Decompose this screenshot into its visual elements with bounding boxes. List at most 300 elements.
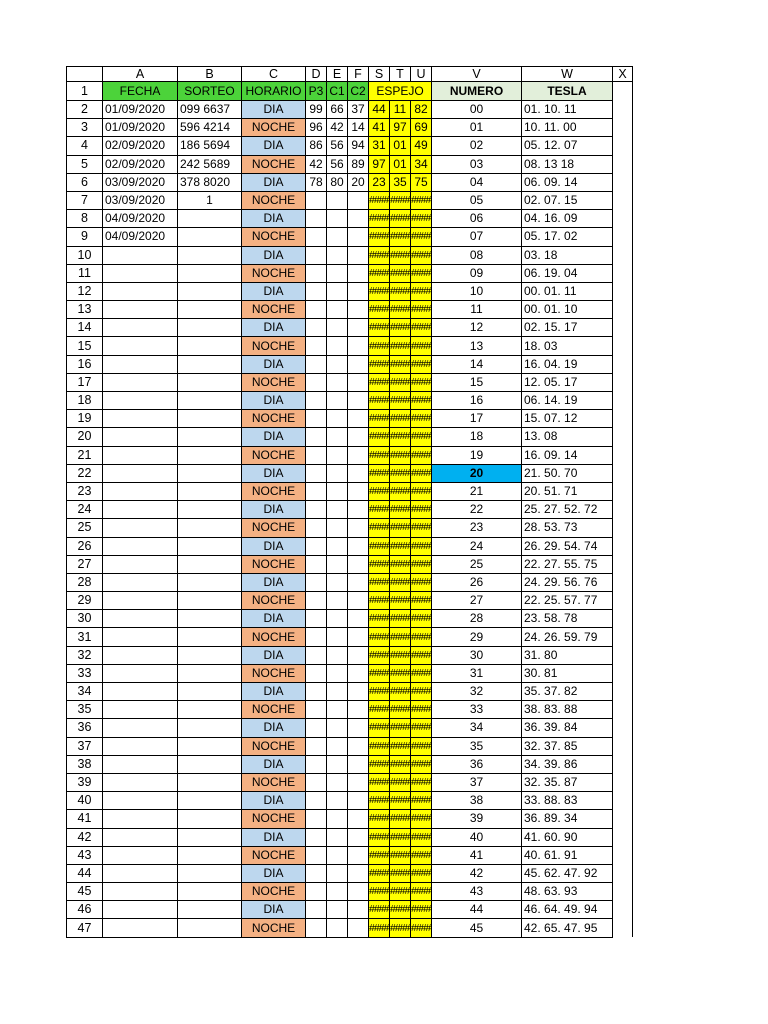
cell-p3[interactable] (306, 810, 327, 828)
cell-c1[interactable] (327, 392, 348, 410)
cell-espejo-s[interactable]: #### (369, 301, 390, 319)
cell-sorteo[interactable] (178, 792, 242, 810)
cell-sorteo[interactable]: 378 8020 (178, 173, 242, 191)
cell-p3[interactable] (306, 901, 327, 919)
cell-espejo-u[interactable]: #### (411, 482, 432, 500)
cell-espejo-t[interactable]: #### (390, 246, 411, 264)
column-header-e[interactable]: E (327, 67, 348, 82)
cell-espejo-t[interactable]: #### (390, 537, 411, 555)
cell-espejo-s[interactable]: #### (369, 228, 390, 246)
row-number[interactable]: 41 (67, 810, 103, 828)
cell-c1[interactable] (327, 410, 348, 428)
cell-espejo-u[interactable]: #### (411, 373, 432, 391)
cell-espejo-u[interactable]: #### (411, 446, 432, 464)
cell-numero[interactable]: 42 (432, 864, 522, 882)
row-number[interactable]: 7 (67, 191, 103, 209)
cell-tesla[interactable]: 45. 62. 47. 92 (522, 864, 613, 882)
cell-c2[interactable] (348, 664, 369, 682)
cell-p3[interactable] (306, 501, 327, 519)
cell-sorteo[interactable]: 242 5689 (178, 155, 242, 173)
cell-numero[interactable]: 33 (432, 701, 522, 719)
cell-espejo-u[interactable]: #### (411, 683, 432, 701)
cell-espejo-s[interactable]: #### (369, 446, 390, 464)
cell-horario[interactable]: NOCHE (242, 301, 306, 319)
cell-c1[interactable] (327, 810, 348, 828)
column-header-t[interactable]: T (390, 67, 411, 82)
cell-espejo-u[interactable]: #### (411, 646, 432, 664)
cell-tesla[interactable]: 06. 19. 04 (522, 264, 613, 282)
cell-tesla[interactable]: 41. 60. 90 (522, 828, 613, 846)
cell-c2[interactable] (348, 592, 369, 610)
cell-p3[interactable] (306, 228, 327, 246)
cell-x[interactable] (613, 119, 633, 137)
cell-c2[interactable] (348, 810, 369, 828)
cell-c2[interactable] (348, 482, 369, 500)
row-number[interactable]: 9 (67, 228, 103, 246)
cell-c2[interactable] (348, 446, 369, 464)
cell-espejo-u[interactable]: #### (411, 792, 432, 810)
cell-p3[interactable] (306, 301, 327, 319)
cell-sorteo[interactable] (178, 537, 242, 555)
cell-fecha[interactable] (103, 901, 178, 919)
cell-tesla[interactable]: 48. 63. 93 (522, 883, 613, 901)
cell-x[interactable] (613, 901, 633, 919)
cell-espejo-t[interactable]: #### (390, 792, 411, 810)
row-number[interactable]: 44 (67, 864, 103, 882)
cell-p3[interactable] (306, 446, 327, 464)
cell-c2[interactable] (348, 282, 369, 300)
cell-fecha[interactable] (103, 610, 178, 628)
cell-tesla[interactable]: 33. 88. 83 (522, 792, 613, 810)
cell-espejo-t[interactable]: #### (390, 301, 411, 319)
cell-sorteo[interactable] (178, 810, 242, 828)
cell-espejo-u[interactable]: #### (411, 555, 432, 573)
cell-p3[interactable] (306, 210, 327, 228)
cell-horario[interactable]: DIA (242, 901, 306, 919)
row-number[interactable]: 33 (67, 664, 103, 682)
cell-fecha[interactable] (103, 683, 178, 701)
cell-x[interactable] (613, 210, 633, 228)
cell-sorteo[interactable] (178, 501, 242, 519)
cell-c1[interactable] (327, 719, 348, 737)
cell-espejo-t[interactable]: #### (390, 919, 411, 937)
header-tesla[interactable]: TESLA (522, 82, 613, 101)
row-number[interactable]: 45 (67, 883, 103, 901)
cell-numero[interactable]: 39 (432, 810, 522, 828)
cell-horario[interactable]: DIA (242, 101, 306, 119)
cell-fecha[interactable]: 03/09/2020 (103, 191, 178, 209)
cell-c2[interactable] (348, 337, 369, 355)
cell-tesla[interactable]: 06. 09. 14 (522, 173, 613, 191)
cell-x[interactable] (613, 537, 633, 555)
cell-espejo-t[interactable]: #### (390, 319, 411, 337)
header-fecha[interactable]: FECHA (103, 82, 178, 101)
cell-x[interactable] (613, 701, 633, 719)
cell-tesla[interactable]: 21. 50. 70 (522, 464, 613, 482)
cell-c2[interactable] (348, 392, 369, 410)
cell-espejo-t[interactable]: #### (390, 646, 411, 664)
cell-c2[interactable] (348, 410, 369, 428)
cell-x[interactable] (613, 337, 633, 355)
row-number[interactable]: 18 (67, 392, 103, 410)
cell-tesla[interactable]: 35. 37. 82 (522, 683, 613, 701)
cell-horario[interactable]: NOCHE (242, 701, 306, 719)
cell-sorteo[interactable]: 1 (178, 191, 242, 209)
cell-espejo-u[interactable]: #### (411, 410, 432, 428)
cell-fecha[interactable] (103, 828, 178, 846)
cell-horario[interactable]: DIA (242, 683, 306, 701)
cell-numero[interactable]: 34 (432, 719, 522, 737)
cell-c1[interactable] (327, 883, 348, 901)
cell-c1[interactable] (327, 592, 348, 610)
cell-espejo-t[interactable]: #### (390, 282, 411, 300)
cell-c2[interactable]: 14 (348, 119, 369, 137)
cell-tesla[interactable]: 38. 83. 88 (522, 701, 613, 719)
cell-sorteo[interactable] (178, 773, 242, 791)
cell-fecha[interactable] (103, 519, 178, 537)
cell-numero[interactable]: 32 (432, 683, 522, 701)
cell-espejo-t[interactable]: #### (390, 737, 411, 755)
cell-c1[interactable] (327, 901, 348, 919)
cell-x[interactable] (613, 883, 633, 901)
cell-p3[interactable] (306, 683, 327, 701)
cell-espejo-s[interactable]: 97 (369, 155, 390, 173)
cell-p3[interactable] (306, 246, 327, 264)
cell-x[interactable] (613, 228, 633, 246)
cell-numero[interactable]: 40 (432, 828, 522, 846)
cell-numero[interactable]: 31 (432, 664, 522, 682)
cell-espejo-s[interactable]: #### (369, 701, 390, 719)
cell-espejo-s[interactable]: #### (369, 191, 390, 209)
cell-sorteo[interactable] (178, 246, 242, 264)
cell-c1[interactable] (327, 664, 348, 682)
cell-espejo-s[interactable]: #### (369, 501, 390, 519)
cell-c2[interactable] (348, 501, 369, 519)
cell-fecha[interactable] (103, 337, 178, 355)
cell-numero[interactable]: 17 (432, 410, 522, 428)
cell-x[interactable] (613, 755, 633, 773)
cell-horario[interactable]: NOCHE (242, 264, 306, 282)
cell-horario[interactable]: NOCHE (242, 519, 306, 537)
cell-espejo-u[interactable]: #### (411, 337, 432, 355)
cell-espejo-s[interactable]: #### (369, 373, 390, 391)
cell-x[interactable] (613, 392, 633, 410)
cell-fecha[interactable] (103, 664, 178, 682)
cell-x[interactable] (613, 810, 633, 828)
cell-x[interactable] (613, 282, 633, 300)
cell-c1[interactable] (327, 301, 348, 319)
cell-espejo-u[interactable]: #### (411, 883, 432, 901)
cell-espejo-t[interactable]: 01 (390, 155, 411, 173)
cell-espejo-t[interactable]: #### (390, 464, 411, 482)
column-header-w[interactable]: W (522, 67, 613, 82)
cell-fecha[interactable] (103, 428, 178, 446)
cell-numero[interactable]: 43 (432, 883, 522, 901)
cell-sorteo[interactable] (178, 482, 242, 500)
column-header-d[interactable]: D (306, 67, 327, 82)
cell-horario[interactable]: NOCHE (242, 592, 306, 610)
cell-p3[interactable] (306, 464, 327, 482)
cell-sorteo[interactable] (178, 428, 242, 446)
cell-p3[interactable]: 96 (306, 119, 327, 137)
cell-tesla[interactable]: 02. 07. 15 (522, 191, 613, 209)
column-header-v[interactable]: V (432, 67, 522, 82)
cell-c2[interactable]: 20 (348, 173, 369, 191)
cell-espejo-u[interactable]: #### (411, 228, 432, 246)
cell-x[interactable] (613, 555, 633, 573)
cell-c2[interactable] (348, 573, 369, 591)
cell-tesla[interactable]: 32. 37. 85 (522, 737, 613, 755)
cell-espejo-t[interactable]: #### (390, 828, 411, 846)
cell-fecha[interactable] (103, 555, 178, 573)
cell-espejo-t[interactable]: #### (390, 628, 411, 646)
cell-espejo-u[interactable]: #### (411, 428, 432, 446)
cell-x[interactable] (613, 519, 633, 537)
cell-horario[interactable]: NOCHE (242, 810, 306, 828)
cell-numero[interactable]: 09 (432, 264, 522, 282)
cell-horario[interactable]: DIA (242, 646, 306, 664)
cell-tesla[interactable]: 46. 64. 49. 94 (522, 901, 613, 919)
cell-espejo-s[interactable]: #### (369, 573, 390, 591)
cell-horario[interactable]: NOCHE (242, 410, 306, 428)
cell-numero[interactable]: 29 (432, 628, 522, 646)
cell-tesla[interactable]: 20. 51. 71 (522, 482, 613, 500)
cell-espejo-s[interactable]: #### (369, 683, 390, 701)
cell-sorteo[interactable] (178, 573, 242, 591)
corner-cell[interactable] (67, 67, 103, 82)
cell-sorteo[interactable] (178, 628, 242, 646)
cell-horario[interactable]: DIA (242, 355, 306, 373)
cell-p3[interactable] (306, 755, 327, 773)
cell-c2[interactable] (348, 537, 369, 555)
cell-fecha[interactable] (103, 701, 178, 719)
cell-espejo-s[interactable]: #### (369, 337, 390, 355)
cell-horario[interactable]: NOCHE (242, 737, 306, 755)
cell-espejo-t[interactable]: #### (390, 519, 411, 537)
cell-p3[interactable] (306, 573, 327, 591)
cell-c2[interactable] (348, 610, 369, 628)
cell-numero[interactable]: 14 (432, 355, 522, 373)
cell-espejo-u[interactable]: #### (411, 301, 432, 319)
cell-espejo-s[interactable]: #### (369, 828, 390, 846)
cell-tesla[interactable]: 36. 39. 84 (522, 719, 613, 737)
cell-c2[interactable] (348, 828, 369, 846)
cell-p3[interactable] (306, 701, 327, 719)
cell-fecha[interactable]: 01/09/2020 (103, 119, 178, 137)
row-number[interactable]: 17 (67, 373, 103, 391)
cell-sorteo[interactable] (178, 683, 242, 701)
cell-sorteo[interactable] (178, 264, 242, 282)
cell-c1[interactable] (327, 701, 348, 719)
cell-espejo-s[interactable]: #### (369, 864, 390, 882)
cell-c2[interactable] (348, 919, 369, 937)
cell-c2[interactable] (348, 319, 369, 337)
cell-horario[interactable]: DIA (242, 501, 306, 519)
cell-espejo-s[interactable]: #### (369, 410, 390, 428)
cell-espejo-u[interactable]: #### (411, 592, 432, 610)
cell-c1[interactable] (327, 555, 348, 573)
cell-fecha[interactable] (103, 592, 178, 610)
cell-p3[interactable] (306, 664, 327, 682)
cell-espejo-s[interactable]: #### (369, 664, 390, 682)
cell-horario[interactable]: DIA (242, 755, 306, 773)
row-number[interactable]: 28 (67, 573, 103, 591)
cell-numero[interactable]: 13 (432, 337, 522, 355)
cell-horario[interactable]: NOCHE (242, 883, 306, 901)
cell-p3[interactable] (306, 373, 327, 391)
cell-espejo-t[interactable]: #### (390, 864, 411, 882)
cell-c1[interactable] (327, 446, 348, 464)
cell-horario[interactable]: NOCHE (242, 373, 306, 391)
cell-horario[interactable]: NOCHE (242, 228, 306, 246)
cell-numero[interactable]: 21 (432, 482, 522, 500)
cell-espejo-s[interactable]: #### (369, 355, 390, 373)
cell-x[interactable] (613, 101, 633, 119)
cell-numero[interactable]: 26 (432, 573, 522, 591)
cell-p3[interactable] (306, 864, 327, 882)
cell-c2[interactable] (348, 755, 369, 773)
cell-fecha[interactable] (103, 482, 178, 500)
cell-espejo-u[interactable]: #### (411, 864, 432, 882)
cell-espejo-u[interactable]: 82 (411, 101, 432, 119)
cell-espejo-t[interactable]: #### (390, 610, 411, 628)
cell-espejo-t[interactable]: 11 (390, 101, 411, 119)
cell-espejo-s[interactable]: #### (369, 246, 390, 264)
header-c1[interactable]: C1 (327, 82, 348, 101)
cell-c1[interactable] (327, 501, 348, 519)
cell-horario[interactable]: NOCHE (242, 555, 306, 573)
cell-espejo-t[interactable]: #### (390, 810, 411, 828)
cell-fecha[interactable] (103, 755, 178, 773)
cell-x[interactable] (613, 592, 633, 610)
cell-x[interactable] (613, 610, 633, 628)
cell-fecha[interactable] (103, 773, 178, 791)
cell-p3[interactable] (306, 646, 327, 664)
cell-horario[interactable]: DIA (242, 392, 306, 410)
cell-p3[interactable] (306, 282, 327, 300)
cell-sorteo[interactable] (178, 610, 242, 628)
cell-x[interactable] (613, 355, 633, 373)
cell-c1[interactable] (327, 573, 348, 591)
row-number[interactable]: 14 (67, 319, 103, 337)
row-number[interactable]: 8 (67, 210, 103, 228)
cell-fecha[interactable]: 02/09/2020 (103, 155, 178, 173)
cell-c2[interactable] (348, 228, 369, 246)
cell-c1[interactable] (327, 864, 348, 882)
cell-x[interactable] (613, 828, 633, 846)
cell-c1[interactable] (327, 373, 348, 391)
cell-tesla[interactable]: 06. 14. 19 (522, 392, 613, 410)
cell-c2[interactable] (348, 701, 369, 719)
cell-numero[interactable]: 23 (432, 519, 522, 537)
cell-espejo-t[interactable]: #### (390, 373, 411, 391)
cell-sorteo[interactable] (178, 301, 242, 319)
cell-espejo-s[interactable]: #### (369, 755, 390, 773)
cell-espejo-s[interactable]: #### (369, 737, 390, 755)
cell-espejo-t[interactable]: #### (390, 392, 411, 410)
row-number[interactable]: 37 (67, 737, 103, 755)
cell-x[interactable] (613, 719, 633, 737)
cell-espejo-s[interactable]: #### (369, 319, 390, 337)
cell-c2[interactable] (348, 373, 369, 391)
cell-tesla[interactable]: 16. 09. 14 (522, 446, 613, 464)
cell-sorteo[interactable] (178, 519, 242, 537)
cell-espejo-u[interactable]: 75 (411, 173, 432, 191)
cell-espejo-s[interactable]: 23 (369, 173, 390, 191)
cell-espejo-t[interactable]: #### (390, 555, 411, 573)
cell-x[interactable] (613, 573, 633, 591)
cell-tesla[interactable]: 13. 08 (522, 428, 613, 446)
cell-espejo-u[interactable]: #### (411, 519, 432, 537)
cell-espejo-s[interactable]: #### (369, 537, 390, 555)
cell-horario[interactable]: NOCHE (242, 919, 306, 937)
cell-espejo-u[interactable]: 69 (411, 119, 432, 137)
cell-sorteo[interactable] (178, 355, 242, 373)
cell-c2[interactable] (348, 792, 369, 810)
cell-horario[interactable]: DIA (242, 210, 306, 228)
cell-fecha[interactable] (103, 264, 178, 282)
cell-tesla[interactable]: 16. 04. 19 (522, 355, 613, 373)
cell-c1[interactable] (327, 919, 348, 937)
cell-espejo-s[interactable]: #### (369, 519, 390, 537)
cell-espejo-t[interactable]: #### (390, 446, 411, 464)
cell-numero[interactable]: 19 (432, 446, 522, 464)
cell-espejo-t[interactable]: #### (390, 592, 411, 610)
row-number[interactable]: 22 (67, 464, 103, 482)
cell-horario[interactable]: NOCHE (242, 119, 306, 137)
cell-x[interactable] (613, 155, 633, 173)
cell-x[interactable] (613, 792, 633, 810)
cell-c1[interactable] (327, 628, 348, 646)
cell-x[interactable] (613, 446, 633, 464)
cell-x[interactable] (613, 683, 633, 701)
cell-c2[interactable] (348, 646, 369, 664)
cell-p3[interactable] (306, 792, 327, 810)
cell-p3[interactable] (306, 828, 327, 846)
cell-fecha[interactable] (103, 246, 178, 264)
cell-espejo-s[interactable]: 41 (369, 119, 390, 137)
header-c2[interactable]: C2 (348, 82, 369, 101)
cell-horario[interactable]: NOCHE (242, 337, 306, 355)
cell-espejo-t[interactable]: 35 (390, 173, 411, 191)
cell-tesla[interactable]: 31. 80 (522, 646, 613, 664)
row-number[interactable]: 3 (67, 119, 103, 137)
row-number[interactable]: 11 (67, 264, 103, 282)
cell-sorteo[interactable] (178, 446, 242, 464)
row-number[interactable]: 23 (67, 482, 103, 500)
cell-x[interactable] (613, 464, 633, 482)
cell-espejo-s[interactable]: #### (369, 846, 390, 864)
cell-c1[interactable] (327, 464, 348, 482)
cell-numero[interactable]: 24 (432, 537, 522, 555)
cell-sorteo[interactable] (178, 719, 242, 737)
cell-c2[interactable]: 89 (348, 155, 369, 173)
cell-x[interactable] (613, 410, 633, 428)
row-number[interactable]: 39 (67, 773, 103, 791)
cell-sorteo[interactable] (178, 646, 242, 664)
cell-tesla[interactable]: 10. 11. 00 (522, 119, 613, 137)
cell-horario[interactable]: DIA (242, 610, 306, 628)
cell-fecha[interactable]: 02/09/2020 (103, 137, 178, 155)
cell-c2[interactable] (348, 883, 369, 901)
cell-espejo-s[interactable]: #### (369, 810, 390, 828)
cell-c1[interactable] (327, 319, 348, 337)
cell-sorteo[interactable] (178, 592, 242, 610)
column-header-s[interactable]: S (369, 67, 390, 82)
cell-tesla[interactable]: 12. 05. 17 (522, 373, 613, 391)
cell-sorteo[interactable]: 596 4214 (178, 119, 242, 137)
cell-p3[interactable] (306, 610, 327, 628)
